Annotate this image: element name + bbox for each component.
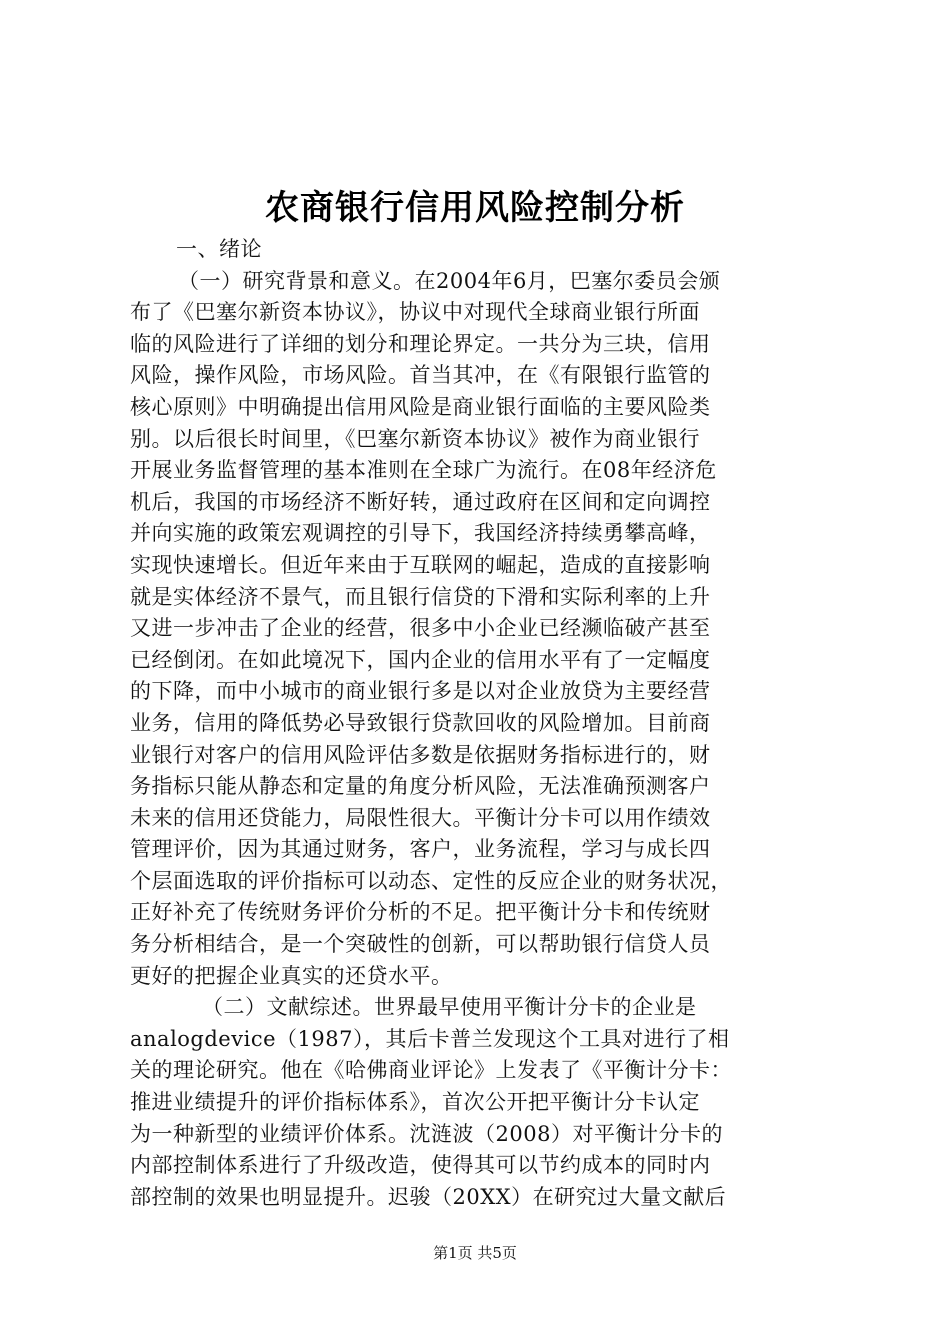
- paragraph-line: 正好补充了传统财务评价分析的不足。把平衡计分卡和传统财: [130, 900, 711, 925]
- paragraph-line: 的下降，而中小城市的商业银行多是以对企业放贷为主要经营: [130, 679, 711, 704]
- paragraph-line: 部控制的效果也明显提升。迟骏（20XX）在研究过大量文献后: [130, 1184, 727, 1209]
- paragraph-line: 业务，信用的降低势必导致银行贷款回收的风险增加。目前商: [130, 710, 711, 735]
- section-heading: 一、绪论: [176, 237, 262, 261]
- paragraph-line: 开展业务监督管理的基本准则在全球广为流行。在08年经济危: [130, 458, 717, 483]
- paragraph-line: 又进一步冲击了企业的经营，很多中小企业已经濒临破产甚至: [130, 616, 711, 641]
- paragraph-line: 别。以后很长时间里，《巴塞尔新资本协议》被作为商业银行: [130, 426, 700, 451]
- paragraph-line: 内部控制体系进行了升级改造，使得其可以节约成本的同时内: [130, 1153, 711, 1178]
- document-body: [130, 234, 830, 1213]
- paragraph-line: 为一种新型的业绩评价体系。沈涟波（2008）对平衡计分卡的: [130, 1121, 723, 1146]
- paragraph-line: 务指标只能从静态和定量的角度分析风险，无法准确预测客户: [130, 774, 711, 799]
- paragraph-line: 关的理论研究。他在《哈佛商业评论》上发表了《平衡计分卡：: [130, 1058, 732, 1083]
- paragraph-line: 机后，我国的市场经济不断好转，通过政府在区间和定向调控: [130, 489, 711, 514]
- paragraph-line: 核心原则》中明确提出信用风险是商业银行面临的主要风险类: [130, 394, 711, 419]
- paragraph-line: 个层面选取的评价指标可以动态、定性的反应企业的财务状况，: [130, 868, 732, 893]
- paragraph-line: 临的风险进行了详细的划分和理论界定。一共分为三块，信用: [130, 331, 711, 356]
- paragraph-line: 未来的信用还贷能力，局限性很大。平衡计分卡可以用作绩效: [130, 805, 711, 830]
- paragraph-line: analogdevice（1987），其后卡普兰发现这个工具对进行了相: [130, 1026, 730, 1051]
- paragraph-line: 并向实施的政策宏观调控的引导下，我国经济持续勇攀高峰，: [130, 521, 711, 546]
- paragraph-line: 务分析相结合，是一个突破性的创新，可以帮助银行信贷人员: [130, 932, 711, 957]
- paragraph-line: 就是实体经济不景气，而且银行信贷的下滑和实际利率的上升: [130, 584, 711, 609]
- paragraph-line: （二）文献综述。世界最早使用平衡计分卡的企业是: [202, 995, 697, 1020]
- page-number-footer: 第1页 共5页: [433, 1244, 517, 1262]
- paragraph-line: 业银行对客户的信用风险评估多数是依据财务指标进行的，财: [130, 742, 711, 767]
- paragraph-line: 推进业绩提升的评价指标体系》，首次公开把平衡计分卡认定: [130, 1090, 700, 1115]
- paragraph-line: 实现快速增长。但近年来由于互联网的崛起，造成的直接影响: [130, 552, 711, 577]
- paragraph-line: 已经倒闭。在如此境况下，国内企业的信用水平有了一定幅度: [130, 647, 711, 672]
- document-title: 农商银行信用风险控制分析: [265, 188, 685, 228]
- paragraph-line: 布了《巴塞尔新资本协议》，协议中对现代全球商业银行所面: [130, 300, 700, 325]
- paragraph-line: （一）研究背景和意义。在2004年6月，巴塞尔委员会颁: [178, 268, 721, 293]
- paragraph-line: 管理评价，因为其通过财务，客户，业务流程，学习与成长四: [130, 837, 711, 862]
- paragraph-line: 风险，操作风险，市场风险。首当其冲，在《有限银行监管的: [130, 363, 711, 388]
- paragraph-line: 更好的把握企业真实的还贷水平。: [130, 963, 453, 988]
